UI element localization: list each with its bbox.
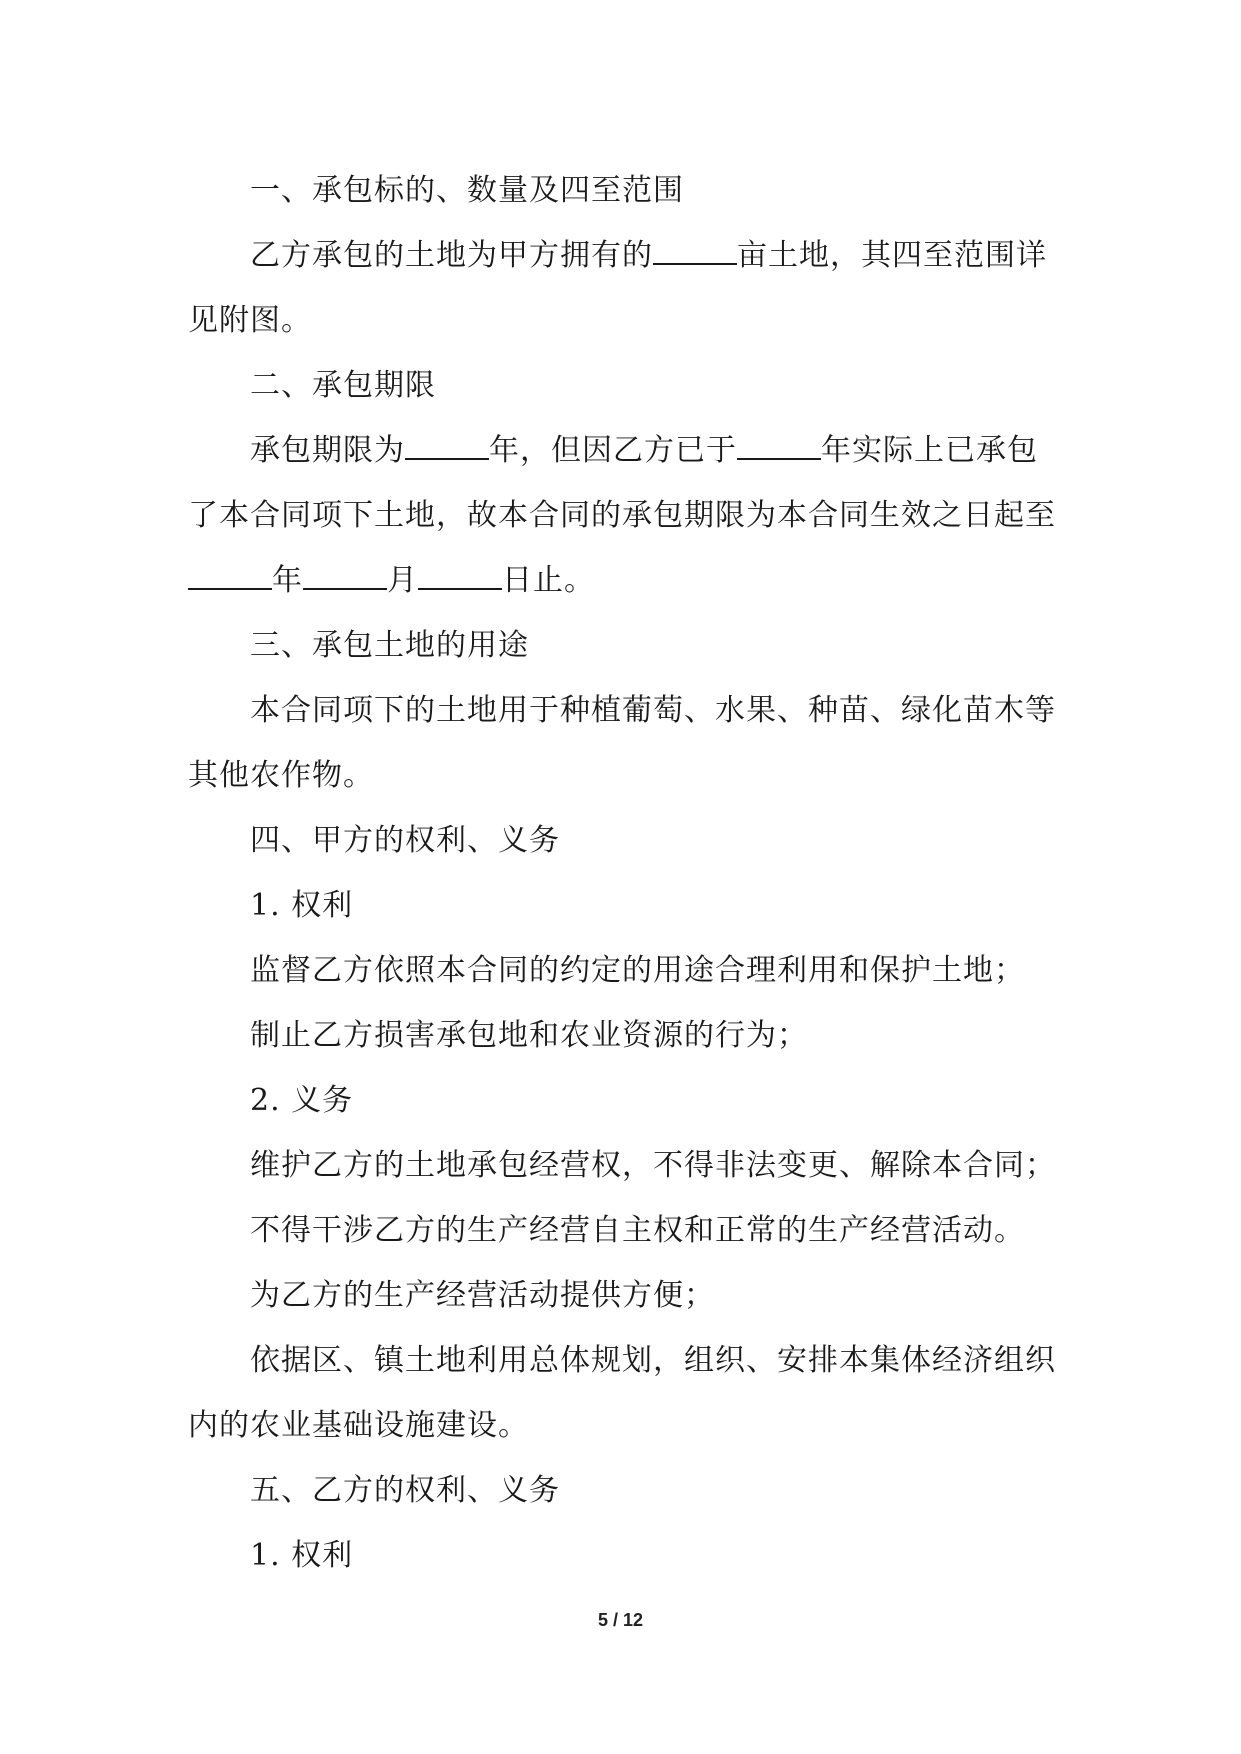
paragraph-line [188, 418, 1052, 483]
paragraph-line [188, 938, 1052, 1003]
paragraph-line [188, 743, 1052, 808]
text: 本合同项下的土地用于种植葡萄、水果、种苗、绿化苗木等 [250, 693, 1056, 728]
text: 维护乙方的土地承包经营权，不得非法变更、解除本合同； [250, 1148, 1056, 1183]
text: 年实际上已承包 [821, 433, 1038, 468]
text: 一、承包标的、数量及四至范围 [250, 173, 684, 208]
text: 四、甲方的权利、义务 [250, 823, 560, 858]
text: 年，但因乙方已于 [489, 433, 737, 468]
fill-blank [418, 564, 502, 590]
section-heading-2 [188, 353, 1052, 418]
text: 五、乙方的权利、义务 [250, 1473, 560, 1508]
section-heading-3 [188, 613, 1052, 678]
text: 乙方承包的土地为甲方拥有的 [250, 238, 653, 273]
subheading [188, 873, 1052, 938]
paragraph-line [188, 1393, 1052, 1458]
text: 亩土地，其四至范围详 [737, 238, 1047, 273]
paragraph-line [188, 1328, 1056, 1393]
section-heading-4 [188, 808, 1052, 873]
text: 为乙方的生产经营活动提供方便； [250, 1278, 715, 1313]
text: 日止。 [502, 563, 595, 598]
paragraph-line [188, 288, 1052, 353]
text: 2. 义务 [250, 1083, 354, 1118]
text: 依据区、镇土地利用总体规划，组织、安排本集体经济组织 [250, 1343, 1056, 1378]
paragraph-line [188, 1133, 1056, 1198]
paragraph-line [188, 1198, 1052, 1263]
text: 监督乙方依照本合同的约定的用途合理利用和保护土地； [250, 953, 1025, 988]
text: 1. 权利 [250, 1538, 354, 1573]
section-heading-1 [188, 158, 1052, 223]
fill-blank [405, 434, 489, 460]
paragraph-line [188, 223, 1052, 288]
paragraph-line [188, 1003, 1052, 1068]
text: 月 [387, 563, 418, 598]
paragraph-line [188, 548, 1052, 613]
paragraph-line [188, 483, 1056, 548]
paragraph-line [188, 678, 1056, 743]
text: 了本合同项下土地，故本合同的承包期限为本合同生效之日起至 [188, 498, 1056, 533]
paragraph-line [188, 1263, 1052, 1328]
subheading [188, 1068, 1052, 1133]
subheading [188, 1523, 1052, 1588]
text: 见附图。 [188, 303, 312, 338]
text: 三、承包土地的用途 [250, 628, 529, 663]
fill-blank [737, 434, 821, 460]
text: 1. 权利 [250, 888, 354, 923]
text: 二、承包期限 [250, 368, 436, 403]
text: 年 [272, 563, 303, 598]
fill-blank [188, 564, 272, 590]
text: 内的农业基础设施建设。 [188, 1408, 529, 1443]
text: 承包期限为 [250, 433, 405, 468]
fill-blank [653, 239, 737, 265]
document-body [188, 158, 1056, 1588]
text: 其他农作物。 [188, 758, 374, 793]
page-number: 5 / 12 [597, 1610, 644, 1630]
fill-blank [303, 564, 387, 590]
text: 不得干涉乙方的生产经营自主权和正常的生产经营活动。 [250, 1213, 1025, 1248]
text: 制止乙方损害承包地和农业资源的行为； [250, 1018, 808, 1053]
section-heading-5 [188, 1458, 1052, 1523]
